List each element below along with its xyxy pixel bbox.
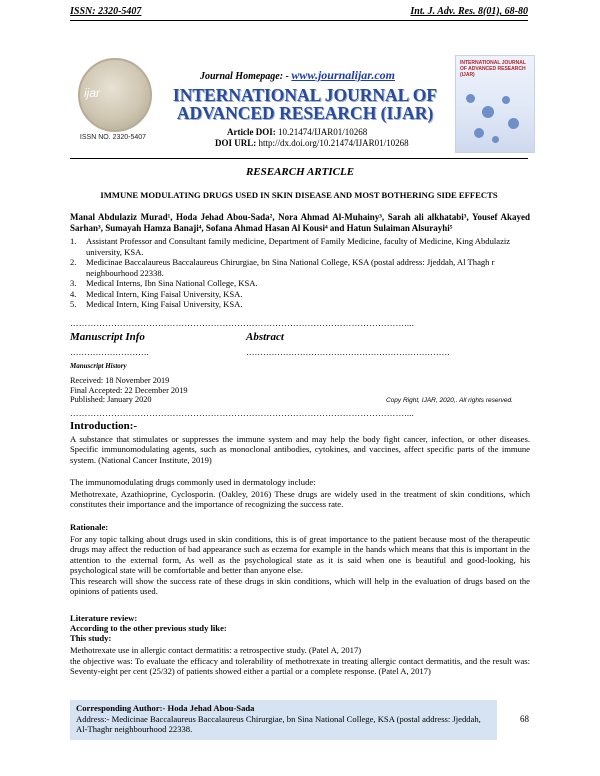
journal-title-line1: INTERNATIONAL JOURNAL OF — [172, 85, 438, 105]
intro-paragraph: Methotrexate, Azathioprine, Cyclosporin. (Oakley, 2016) These drugs are widely used in the treatment of skin conditions, which constitutes their importance and the importance of recognizing the success rate. — [70, 489, 530, 510]
journal-title — [160, 86, 450, 122]
rationale-paragraph: For any topic talking about drugs used in skin conditions, this is of great importance to the patient because most of the therapeutic drugs may affect the reduction of bad appearance such as eczema for example in the hands which means that this is important in the attention to the external form, As well as the psychological state as it is said when one is beautiful and good-looking, his psychological state will be comfortable and better than anyone else. — [70, 534, 530, 576]
affiliation-item: 5. Medical Intern, King Faisal University, KSA. — [70, 299, 243, 309]
logo-issn: ISSN NO. 2320-5407 — [79, 134, 147, 141]
abstract-heading: Abstract — [246, 331, 284, 343]
received-date: Received: 18 November 2019 — [70, 376, 170, 385]
affiliation-item: 3. Medical Interns, Ibn Sina National College, KSA. — [70, 278, 258, 288]
affiliation-list — [70, 236, 530, 310]
molecule-icon — [474, 128, 484, 138]
literature-paragraph: Methotrexate use in allergic contact dermatitis: a retrospective study. (Patel A, 2017) — [70, 645, 362, 655]
journal-title-line2: ADVANCED RESEARCH (IJAR) — [176, 103, 434, 123]
masthead-rule — [70, 158, 528, 159]
affiliation-item: 1. Assistant Professor and Consultant family medicine, Department of Family Medicine, faculty of Medicine, King Abdulaziz university, KSA. — [70, 236, 511, 257]
molecule-icon — [508, 118, 519, 129]
dotted-divider: …………………………………………………………………………………………………….... — [70, 408, 415, 418]
paper-title: IMMUNE MODULATING DRUGS USED IN SKIN DISEASE AND MOST BOTHERING SIDE EFFECTS — [100, 190, 498, 200]
literature-heading: Literature review: — [70, 613, 138, 623]
published-date: Published: January 2020 — [70, 395, 152, 404]
page-number: 68 — [520, 714, 529, 724]
running-header-issn: ISSN: 2320-5407 — [70, 6, 142, 17]
corresponding-author: Corresponding Author:- Hoda Jehad Abou-Sada — [76, 703, 255, 713]
running-header-citation: Int. J. Adv. Res. 8(01), 68-80 — [410, 6, 528, 17]
doi-block — [215, 127, 409, 149]
dotted-divider: ……………………………………………………………… — [246, 347, 450, 357]
intro-paragraph: A substance that stimulates or suppresses the immune system and may help the body fight cancer, infection, or other diseases. Specific immunomodulating agents, such as monoclonal antibodies, cytokines, and vaccines, affect specific parts of the immune system. (National Cancer Institute, 2019) — [70, 434, 530, 465]
dotted-divider: …………………………………………………………………………………………………….... — [70, 318, 415, 328]
doi-url-label: DOI URL: — [215, 138, 257, 148]
affiliation-item: 2. Medicinae Baccalaureus Baccalaureus Chirurgiae, bn Sina National College, KSA (postal address: Jjeddah, Al Thagh r neighbourhood 22338. — [70, 257, 495, 278]
article-type: RESEARCH ARTICLE — [245, 166, 355, 178]
manuscript-info-heading: Manuscript Info — [70, 331, 145, 343]
molecule-icon — [482, 106, 494, 118]
affiliation-item: 4. Medical Intern, King Faisal University, KSA. — [70, 288, 243, 299]
logo-text: ijar — [84, 86, 101, 100]
manuscript-history: Manuscript History — [70, 362, 127, 370]
corresponding-author-box — [70, 700, 497, 740]
journal-homepage — [200, 68, 395, 83]
molecule-icon — [492, 136, 499, 143]
molecule-icon — [502, 96, 510, 104]
manuscript-dates — [70, 376, 188, 405]
corresponding-address: Address:- Medicinae Baccalaureus Baccalaureus Chirurgiae, bn Sina National College, KSA (postal address: Jjeddah, Al-Thaghr neighbourhood 22338. — [76, 713, 481, 734]
molecule-icon — [466, 94, 475, 103]
accepted-date: Final Accepted: 22 December 2019 — [70, 385, 188, 395]
homepage-link[interactable]: www.journalijar.com — [291, 68, 395, 82]
copyright-note: Copy Right, IJAR, 2020,. All rights reserved. — [386, 397, 513, 404]
homepage-label: Journal Homepage: - — [200, 71, 289, 82]
header-rule — [70, 20, 528, 21]
rationale-heading: Rationale: — [70, 522, 109, 532]
cover-title: INTERNATIONAL JOURNAL OF ADVANCED RESEARCH (IJAR) — [460, 60, 526, 78]
doi-url[interactable]: http://dx.doi.org/10.21474/IJAR01/10268 — [258, 138, 409, 148]
literature-paragraph: the objective was: To evaluate the efficacy and tolerability of methotrexate in treating allergic contact dermatitis, and the result was: Seventy-eight per cent (25/32) of patients showed either a partial or a complete response. (Patel A, 2017) — [70, 656, 530, 677]
intro-paragraph: The immunomodulating drugs commonly used in dermatology include: — [70, 477, 316, 487]
intro-heading: Introduction:- — [70, 420, 138, 432]
article-doi: 10.21474/IJAR01/10268 — [277, 127, 368, 137]
author-list: Manal Abdulaziz Murad¹, Hoda Jehad Abou-Sada², Nora Ahmad Al-Muhainy³, Sarah ali alkhatabi³, Yousef Akayed Sarhan³, Sumayah Hamza Banaji⁴, Sofana Ahmad Hasan Al Kousi⁴ and Hatun Sulaiman Alsurayhi⁵ — [70, 212, 530, 233]
journal-cover-image — [455, 55, 535, 153]
literature-subheading: According to the other previous study like: — [70, 623, 227, 633]
article-doi-label: Article DOI: — [227, 127, 276, 137]
journal-logo — [70, 58, 156, 150]
dotted-divider: ………………………. — [70, 347, 149, 357]
literature-subheading: This study: — [70, 633, 112, 643]
rationale-paragraph: This research will show the success rate of these drugs in skin conditions, which will help in the evaluation of drugs based on the opinions of patients used. — [70, 576, 530, 597]
